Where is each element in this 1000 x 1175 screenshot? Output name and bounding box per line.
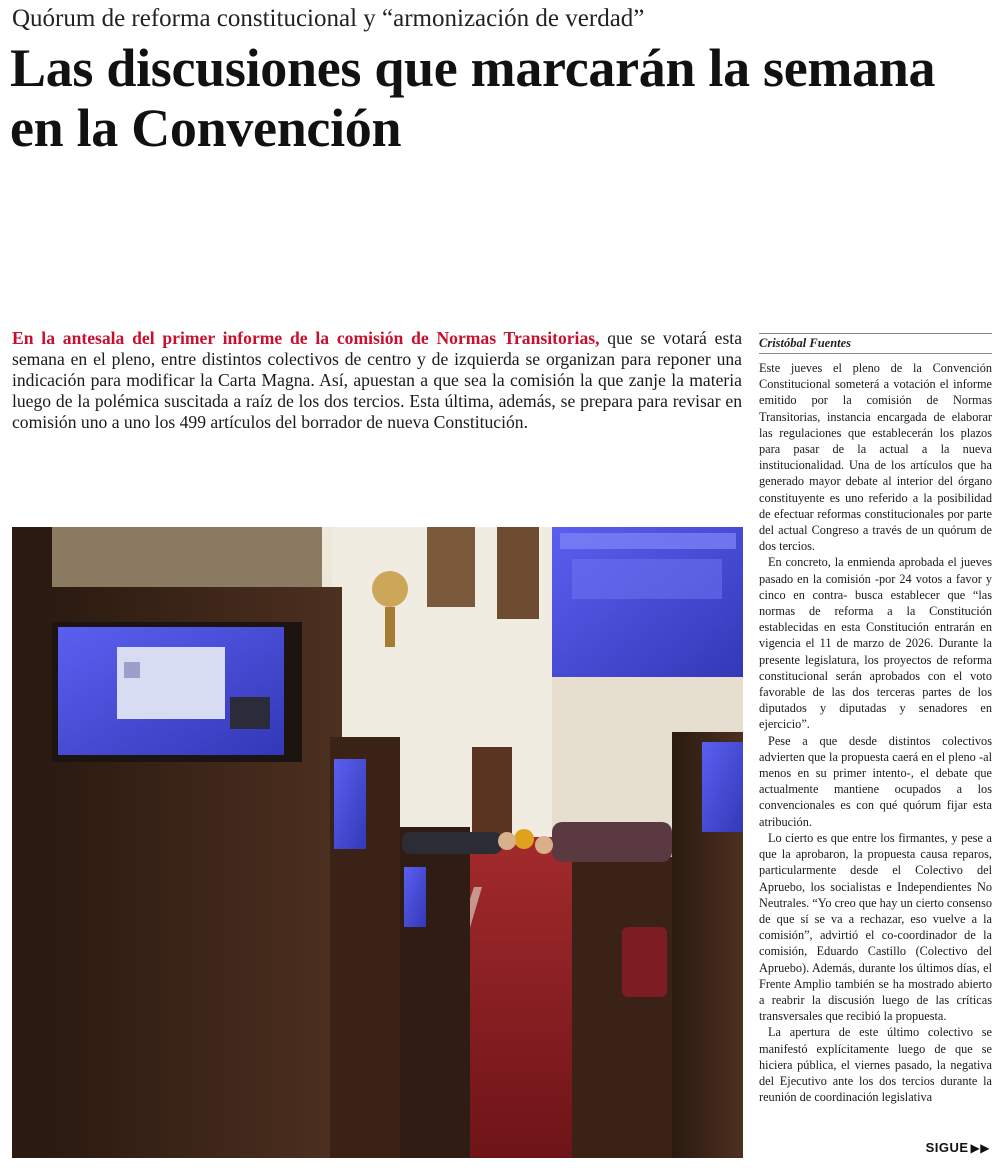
article-photo (12, 527, 743, 1158)
byline: Cristóbal Fuentes (759, 333, 992, 354)
article-lead (12, 328, 742, 433)
continue-marker[interactable] (926, 1140, 990, 1155)
article-body-column (759, 360, 992, 1105)
body-paragraph: Pese a que desde distintos colectivos advierten que la propuesta caerá en el pleno -al menos en su primer intento-, el debate que actualmente mantiene ocupados a los convencionales es con qué quórum fijar esta atribución. (759, 733, 992, 829)
article-kicker: Quórum de reforma constitucional y “armonización de verdad” (12, 5, 645, 32)
body-paragraph: La apertura de este último colectivo se manifestó explícitamente luego de que se hiciera pública, el viernes pasado, la negativa del Ejecutivo ante los dos tercios durante la reunión de coordinación legislativa (759, 1025, 992, 1105)
continue-label: SIGUE (925, 1140, 969, 1155)
body-paragraph: Este jueves el pleno de la Convención Constitucional someterá a votación el informe emitido por la comisión de Normas Transitorias, instancia encargada de elaborar las regulaciones que establecerán los plazos para pasar de la actual a la nueva institucionalidad. Una de los artículos que ha generado mayor debate al interior del órgano constituyente es uno referido a la posibilidad de efectuar reformas constitucionales por parte del actual Congreso a través de un quórum de dos tercios. (759, 361, 992, 554)
convention-chamber-photo (12, 527, 743, 1158)
lead-body: que se votará esta semana en el pleno, entre distintos colectivos de centro y de izquierda se organizan para reponer una indicación para modificar la Carta Magna. Así, apuestan a que sea la comisión la que zanje la materia luego de la polémica suscitada a raíz de los dos tercios. Esta última, además, se prepara para revisar en comisión uno a uno los 499 artículos del borrador de nueva Constitución. (12, 328, 742, 432)
body-paragraph: En concreto, la enmienda aprobada el jueves pasado en la comisión -por 24 votos a favor y cinco en contra- busca establecer que “las normas de reforma a la Constitución establecidas en esta Constitución entrarán en vigencia el 11 de marzo de 2026. Durante la presente legislatura, los proyectos de reforma constitucional serán aprobados con el voto favorable de las dos terceras partes de los diputados y diputadas y senadores en ejercicio”. (759, 555, 992, 732)
article-headline: Las discusiones que marcarán la semana en la Convención (10, 38, 936, 158)
double-play-arrow-icon: ▶▶ (970, 1141, 990, 1155)
lead-highlight: En la antesala del primer informe de la comisión de Normas Transitorias, (12, 328, 600, 348)
body-paragraph: Lo cierto es que entre los firmantes, y pese a que la aprobaron, la propuesta causa reparos, particularmente desde el Colectivo del Apruebo, los socialistas e Independientes No Neutrales. “Yo creo que hay un cierto consenso de que sí se va a rechazar, eso vuelve a la comisión”, advirtió el co-coordinador de la comisión, Eduardo Castillo (Colectivo del Apruebo). Además, durante los últimos días, el Frente Amplio también se ha mostrado abierto a reabrir la discusión luego de las críticas transversales que recibió la propuesta. (759, 830, 993, 1024)
